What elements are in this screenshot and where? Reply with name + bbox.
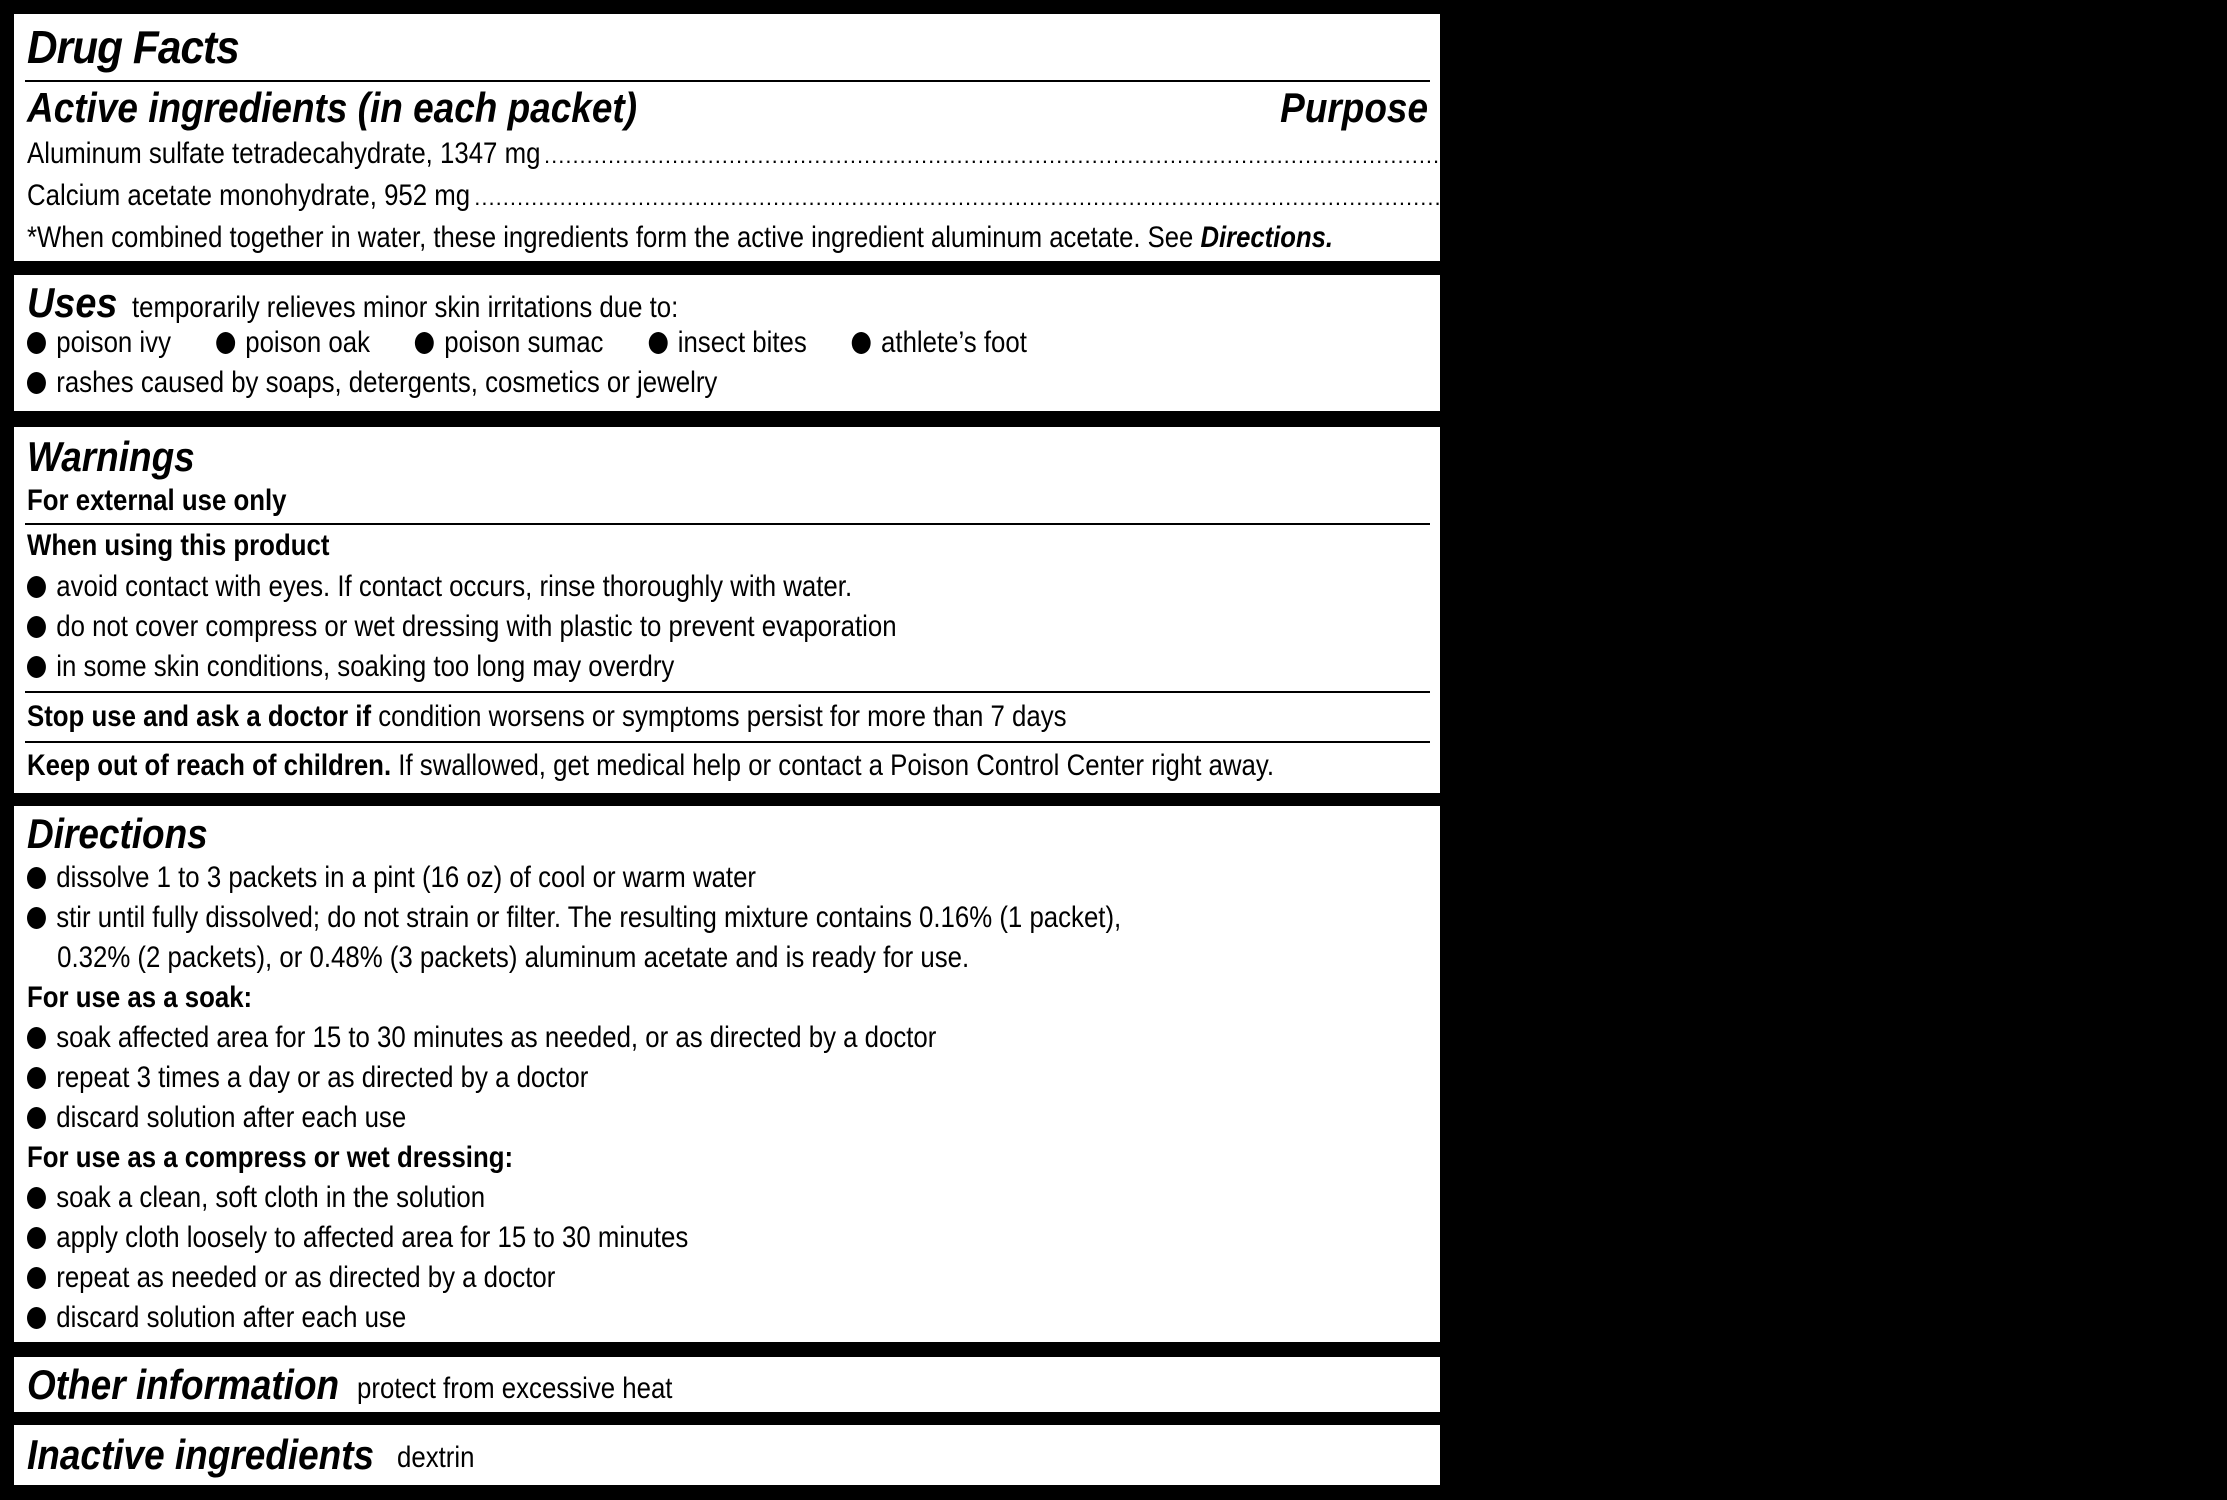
list-item: avoid contact with eyes. If contact occurs, rinse thoroughly with water. xyxy=(27,567,1232,607)
stop-use-note xyxy=(27,693,1232,741)
ingredient-purpose: Astringent* xyxy=(2031,179,2158,212)
purpose-heading: Purpose xyxy=(1280,84,1428,131)
bullet-icon xyxy=(27,372,46,394)
stop-use-text: condition worsens or symptoms persist for more than 7 days xyxy=(371,700,1067,733)
footnote xyxy=(27,218,1334,258)
soak-heading: For use as a soak: xyxy=(27,981,253,1014)
bullet-icon xyxy=(27,1027,46,1049)
bullet-icon xyxy=(415,332,434,354)
keep-out-note xyxy=(27,743,1275,789)
ingredient-name: Aluminum sulfate tetradecahydrate, 1347 mg xyxy=(27,137,541,170)
external-use-note: For external use only xyxy=(27,484,287,517)
list-item: dissolve 1 to 3 packets in a pint (16 oz) of cool or warm water xyxy=(27,858,1232,898)
bullet-icon xyxy=(27,907,46,929)
list-item: soak affected area for 15 to 30 minutes as needed, or as directed by a doctor xyxy=(27,1018,1232,1058)
bullet-icon xyxy=(648,332,667,354)
directions-heading: Directions xyxy=(27,810,208,857)
bullet-icon xyxy=(27,1307,46,1329)
list-item: discard solution after each use xyxy=(27,1098,1232,1138)
ingredient-row xyxy=(27,176,2158,218)
bullet-icon xyxy=(27,616,46,638)
keep-out-text: If swallowed, get medical help or contact a Poison Control Center right away. xyxy=(391,749,1275,782)
bullet-icon xyxy=(852,332,871,354)
list-item: rashes caused by soaps, detergents, cosmetics or jewelry xyxy=(27,363,1232,403)
list-item: discard solution after each use xyxy=(27,1298,1232,1338)
footnote-directions-ref: Directions. xyxy=(1200,221,1334,254)
list-item: poison sumac xyxy=(415,326,603,359)
list-item: do not cover compress or wet dressing with plastic to prevent evaporation xyxy=(27,607,1232,647)
list-item: repeat as needed or as directed by a doctor xyxy=(27,1258,1232,1298)
list-item: poison oak xyxy=(216,326,370,359)
other-information-heading: Other information xyxy=(27,1360,340,1408)
list-item: in some skin conditions, soaking too long may overdry xyxy=(27,647,1232,691)
bullet-icon xyxy=(27,1067,46,1089)
list-item: soak a clean, soft cloth in the solution xyxy=(27,1178,1232,1218)
ingredient-purpose: Astringent* xyxy=(2100,137,2227,170)
warnings-panel xyxy=(14,427,1440,793)
inactive-ingredients-text: dextrin xyxy=(397,1441,475,1474)
list-item: insect bites xyxy=(648,326,806,359)
bullet-icon xyxy=(27,1227,46,1249)
uses-intro: temporarily relieves minor skin irritations due to: xyxy=(131,291,679,324)
bullet-icon xyxy=(27,332,46,354)
bullet-icon xyxy=(27,656,46,678)
warnings-heading: Warnings xyxy=(27,433,195,480)
when-using-heading: When using this product xyxy=(27,529,330,562)
compress-heading: For use as a compress or wet dressing: xyxy=(27,1141,514,1174)
bullet-icon xyxy=(27,867,46,889)
bullet-icon xyxy=(216,332,235,354)
drug-facts-title: Drug Facts xyxy=(27,21,239,73)
inactive-ingredients-heading: Inactive ingredients xyxy=(27,1431,375,1478)
list-item: apply cloth loosely to affected area for 15 to 30 minutes xyxy=(27,1218,1232,1258)
uses-heading: Uses xyxy=(27,279,118,326)
ingredient-name: Calcium acetate monohydrate, 952 mg xyxy=(27,179,471,212)
bullet-icon xyxy=(27,1187,46,1209)
uses-header-line xyxy=(27,275,1428,326)
list-item: repeat 3 times a day or as directed by a doctor xyxy=(27,1058,1232,1098)
keep-out-label: Keep out of reach of children. xyxy=(27,749,392,782)
leader-dots: ........................................................................................................................................................................................................................ xyxy=(544,143,2081,168)
directions-panel xyxy=(14,806,1440,1342)
bullet-icon xyxy=(27,576,46,598)
leader-dots: ........................................................................................................................................................................................................................ xyxy=(474,185,2011,210)
other-information-text: protect from excessive heat xyxy=(357,1371,673,1405)
other-information-panel xyxy=(14,1357,1440,1412)
ingredient-row xyxy=(27,134,2227,176)
list-item: stir until fully dissolved; do not strain or filter. The resulting mixture contains 0.16% (1 packet), xyxy=(27,898,1232,938)
list-item-continuation: 0.32% (2 packets), or 0.48% (3 packets) aluminum acetate and is ready for use. xyxy=(57,941,970,974)
active-ingredients-heading: Active ingredients (in each packet) xyxy=(27,84,638,131)
active-ingredients-panel xyxy=(14,14,2227,261)
bullet-icon xyxy=(27,1107,46,1129)
footnote-text: *When combined together in water, these ingredients form the active ingredient aluminum acetate. See xyxy=(27,221,1201,254)
stop-use-label: Stop use and ask a doctor if xyxy=(27,700,372,733)
inactive-ingredients-panel xyxy=(14,1425,1440,1485)
uses-panel xyxy=(14,275,1440,411)
uses-list xyxy=(27,323,1232,363)
bullet-icon xyxy=(27,1267,46,1289)
list-item: athlete’s foot xyxy=(852,326,1027,359)
list-item: poison ivy xyxy=(27,326,171,359)
